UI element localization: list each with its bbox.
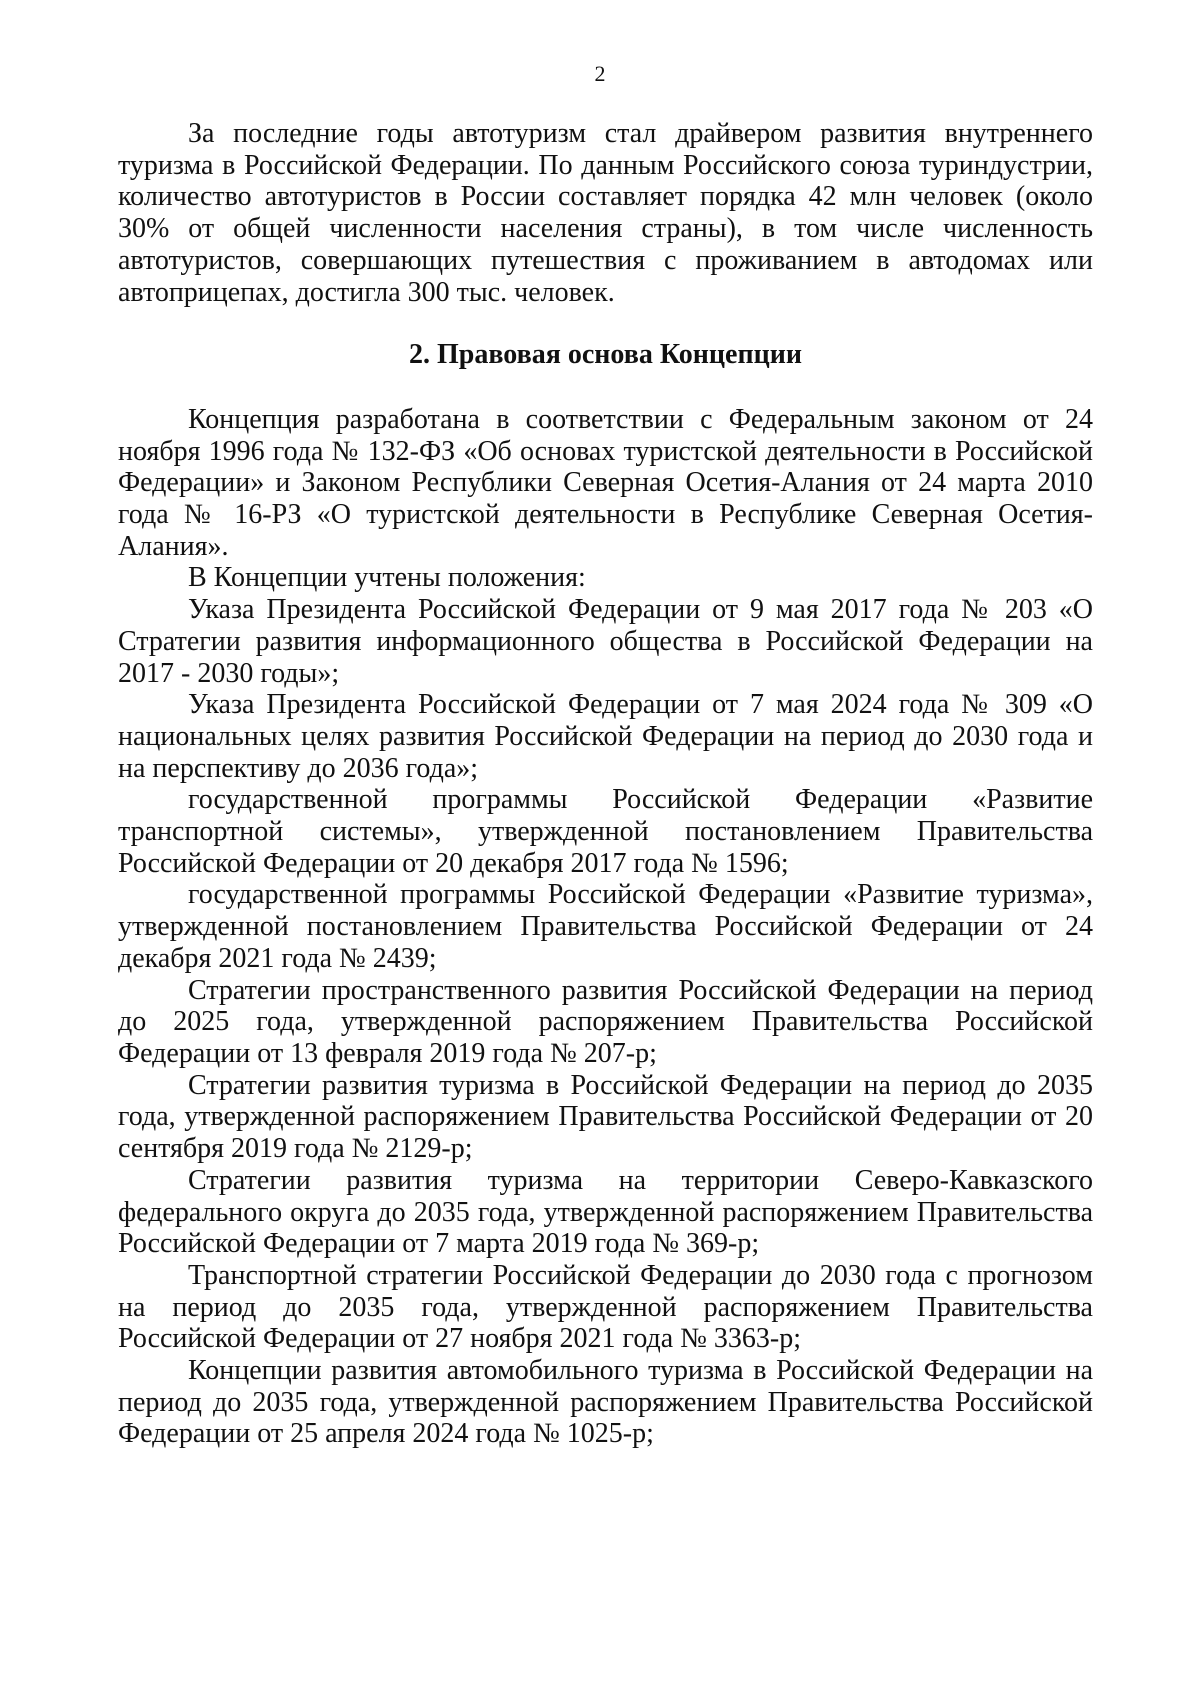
list-item-autotourism-concept: Концепции развития автомобильного туризма в Российской Федерации на период до 2035 года, утвержденной распоряжением Правительства Российской Федерации от 25 апреля 2024 года № 1025-р; xyxy=(118,1355,1093,1450)
list-item-decree-309: Указа Президента Российской Федерации от 7 мая 2024 года № 309 «О национальных целях развития Российской Федерации на период до 2030 года и на перспективу до 2036 года»; xyxy=(118,689,1093,784)
intro-paragraph: За последние годы автотуризм стал драйвером развития внутреннего туризма в Российской Федерации. По данным Российского союза туриндустрии, количество автотуристов в России составляет порядка 42 млн человек (около 30% от общей численности населения страны), в том числе численность автотуристов, совершающих путешествия с проживанием в автодомах или автоприцепах, достигла 300 тыс. человек. xyxy=(118,118,1093,308)
section-heading: 2. Правовая основа Концепции xyxy=(409,339,802,371)
page-number: 2 xyxy=(594,61,606,86)
list-item-program-transport: государственной программы Российской Федерации «Развитие транспортной системы», утвержденной постановлением Правительства Российской Федерации от 20 декабря 2017 года № 1596; xyxy=(118,784,1093,879)
list-item-nkfo-strategy: Стратегии развития туризма на территории Северо-Кавказского федерального округа до 2035 года, утвержденной распоряжением Правительства Российской Федерации от 7 марта 2019 года № 369-р; xyxy=(118,1164,1093,1260)
list-item-decree-203: Указа Президента Российской Федерации от 9 мая 2017 года № 203 «О Стратегии развития информационного общества в Российской Федерации на 2017 - 2030 годы»; xyxy=(118,594,1093,689)
considered-provisions-label: В Концепции учтены положения: xyxy=(188,562,586,594)
list-item-program-tourism: государственной программы Российской Федерации «Развитие туризма», утвержденной постановлением Правительства Российской Федерации от 24 декабря 2021 года № 2439; xyxy=(118,879,1093,974)
document-body xyxy=(118,118,1093,1450)
legal-basis-paragraph: Концепция разработана в соответствии с Федеральным законом от 24 ноября 1996 года № 132-ФЗ «Об основах туристской деятельности в Российской Федерации» и Законом Республики Северная Осетия-Алания от 24 марта 2010 года № 16-РЗ «О туристской деятельности в Республике Северная Осетия-Алания». xyxy=(118,403,1093,562)
list-item-tourism-strategy: Стратегии развития туризма в Российской Федерации на период до 2035 года, утвержденной распоряжением Правительства Российской Федерации от 20 сентября 2019 года № 2129-р; xyxy=(118,1069,1093,1165)
list-item-transport-strategy: Транспортной стратегии Российской Федерации до 2030 года с прогнозом на период до 2035 года, утвержденной распоряжением Правительства Российской Федерации от 27 ноября 2021 года № 3363-р; xyxy=(118,1259,1093,1355)
list-item-spatial-strategy: Стратегии пространственного развития Российской Федерации на период до 2025 года, утвержденной распоряжением Правительства Российской Федерации от 13 февраля 2019 года № 207-р; xyxy=(118,974,1093,1069)
